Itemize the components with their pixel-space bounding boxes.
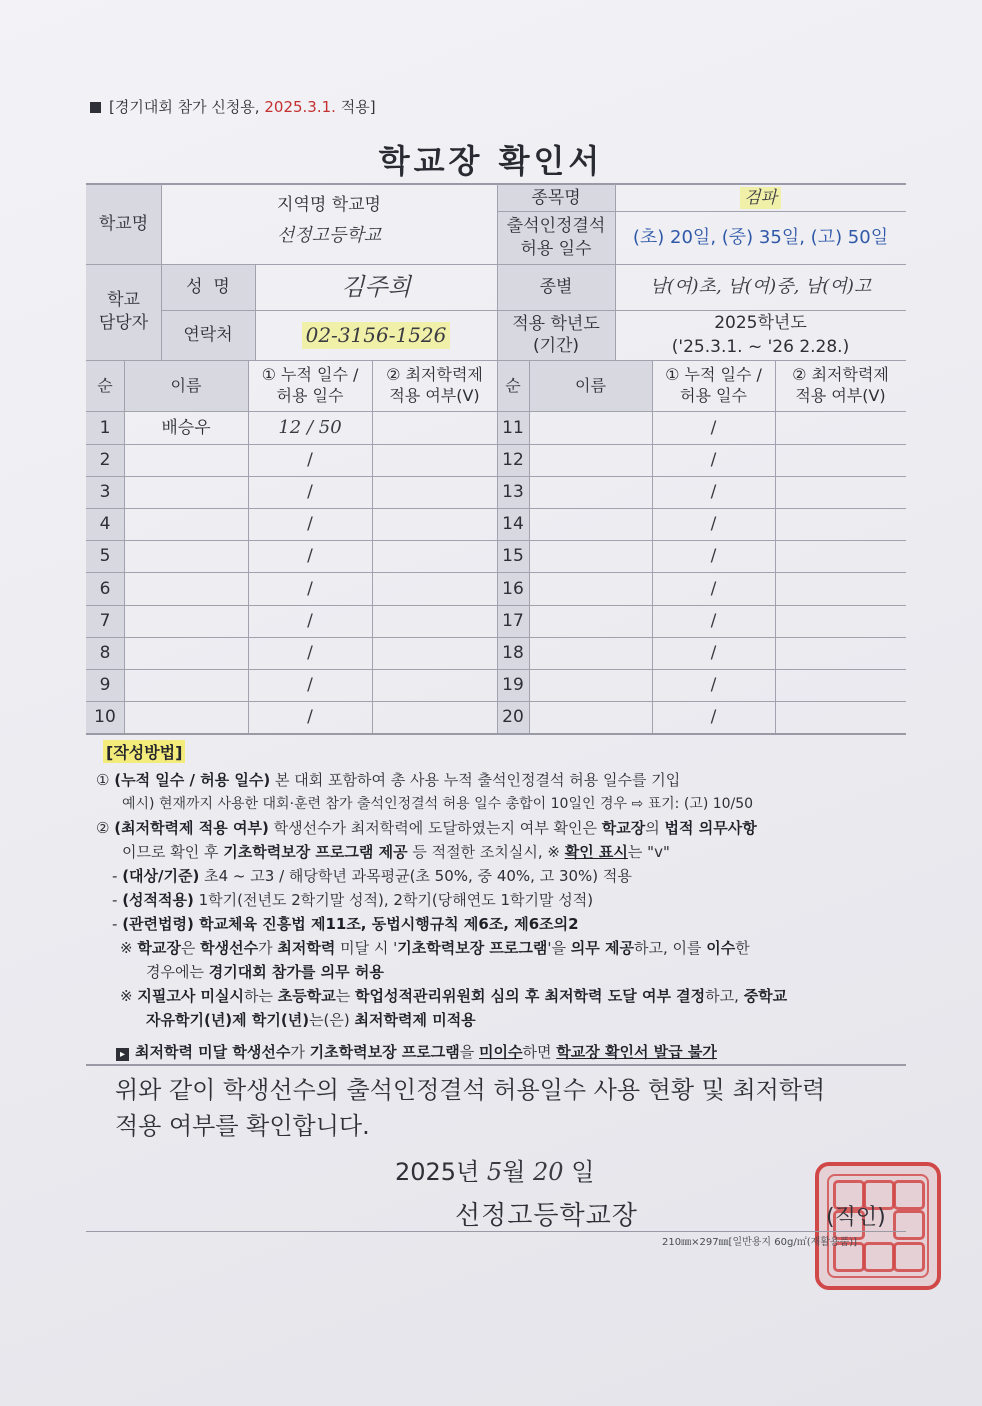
table-row-no: 2 <box>99 450 111 471</box>
method-line-3: ② (최저학력제 적용 여부) 학생선수가 최저학력에 도달하였는지 여부 확인은 학교장의 법적 의무사항 <box>96 819 757 837</box>
header-days-left: ① 누적 일수 / 허용 일수 <box>261 365 359 405</box>
notice-line: [경기대회 참가 신청용, 2025.3.1. 적용] <box>90 96 376 117</box>
table-row-days: / <box>710 450 717 471</box>
table-row-days: / <box>710 482 717 503</box>
table-row-no: 8 <box>99 643 111 664</box>
table-row-days: / <box>710 578 717 599</box>
header-name-right: 이름 <box>575 376 606 396</box>
table-row-no: 20 <box>502 707 524 728</box>
method-line-9: 경우에는 경기대회 참가를 의무 허용 <box>146 963 384 981</box>
table-row-no: 17 <box>502 611 524 632</box>
contact-label: 연락처 <box>183 324 233 345</box>
table-row-days: / <box>307 643 313 664</box>
table-row-no: 18 <box>502 643 524 664</box>
header-minimum-right: ② 최저학력제 적용 여부(V) <box>792 365 889 405</box>
table-row-no: 7 <box>99 611 111 632</box>
sport-value: 검파 <box>615 185 906 211</box>
header-minimum-left: ② 최저학력제 적용 여부(V) <box>386 365 483 405</box>
method-line-8: ※ 학교장은 학생선수가 최저학력 미달 시 '기초학력보장 프로그램'을 의무 제공하고, 이를 이수한 <box>120 939 750 957</box>
allowed-days-value: (초) 20일, (중) 35일, (고) 50일 <box>632 226 889 248</box>
table-row-no: 10 <box>94 707 116 728</box>
principal-title: 선정고등학교장 <box>455 1201 638 1231</box>
method-line-1: ① (누적 일수 / 허용 일수) 본 대회 포함하여 총 사용 누적 출석인정결석 허용 일수를 기입 <box>96 771 681 789</box>
table-row-no: 14 <box>502 514 524 535</box>
table-row-no: 12 <box>502 450 524 471</box>
notice-date: 2025.3.1. <box>264 98 336 116</box>
table-row-days: / <box>307 450 313 471</box>
table-row-no: 15 <box>502 546 524 567</box>
document-title: 학교장 확인서 <box>378 142 604 180</box>
method-line-10: ※ 지필고사 미실시하는 초등학교는 학업성적관리위원회 심의 후 최저학력 도달 여부 결정하고, 중학교 <box>120 987 788 1005</box>
manager-name-value: 김주희 <box>341 272 411 301</box>
school-label: 학교명 <box>98 213 149 234</box>
confirmation-text: 위와 같이 학생선수의 출석인정결석 허용일수 사용 현황 및 최저학력 적용 여부를 확인합니다. <box>115 1076 826 1140</box>
arrow-box-icon: ▸ <box>116 1048 129 1061</box>
method-line-12: ▸ 최저학력 미달 학생선수가 기초학력보장 프로그램을 미이수하면 학교장 확인서 발급 불가 <box>116 1041 717 1063</box>
square-bullet-icon <box>90 102 101 113</box>
year-value: 2025학년도 <box>714 312 807 333</box>
table-row-no: 11 <box>502 417 524 438</box>
table-row-days: / <box>307 514 313 535</box>
year-period: ('25.3.1. ~ '26 2.28.) <box>671 336 850 357</box>
table-row-days: / <box>710 417 717 438</box>
method-line-2: 예시) 현재까지 사용한 대회·훈련 참가 출석인정결석 허용 일수 총합이 10일인 경우 ⇨ 표기: (고) 10/50 <box>122 796 754 812</box>
table-row-no: 4 <box>99 514 111 535</box>
header-name-left: 이름 <box>170 376 202 396</box>
method-line-6: - (성적적용) 1학기(전년도 2학기말 성적), 2학기(당해연도 1학기말 성적) <box>112 891 594 909</box>
manager-label: 학교 담당자 <box>98 290 149 333</box>
table-row-days: / <box>710 546 717 567</box>
header-no-left: 순 <box>97 376 113 396</box>
method-line-4: 이므로 확인 후 기초학력보장 프로그램 제공 등 적절한 조치실시, ※ 확인 표시는 "v" <box>122 843 670 861</box>
table-row-no: 19 <box>502 675 524 696</box>
table-row-days: / <box>307 482 313 503</box>
header-days-right: ① 누적 일수 / 허용 일수 <box>665 365 762 405</box>
issue-date: 2025년 5월 20 일 <box>395 1158 595 1186</box>
table-row-days: / <box>710 675 717 696</box>
method-line-7: - (관련법령) 학교체육 진흥법 제11조, 동법시행규칙 제6조, 제6조의2 <box>112 915 579 933</box>
name-label: 성 명 <box>186 276 230 297</box>
table-row-name: 배승우 <box>161 417 211 438</box>
table-row-days: / <box>710 514 717 535</box>
method-title: [작성방법] <box>103 740 185 763</box>
table-row-days: / <box>307 546 313 567</box>
school-region-line: 지역명 학교명 <box>277 194 381 215</box>
table-row-no: 16 <box>502 578 524 599</box>
table-row-no: 1 <box>99 417 111 438</box>
table-row-no: 9 <box>99 675 111 696</box>
table-row-days: 12 / 50 <box>278 416 342 438</box>
table-row-no: 3 <box>99 482 111 503</box>
table-row-days: / <box>307 707 313 728</box>
table-row-days: / <box>307 675 313 696</box>
seal-label: (직인) <box>826 1205 886 1230</box>
school-name-value: 선정고등학교 <box>276 224 382 246</box>
table-row-days: / <box>307 578 313 599</box>
allowed-days-label: 출석인정결석 허용 일수 <box>506 216 606 259</box>
table-row-days: / <box>307 611 313 632</box>
table-row-no: 13 <box>502 482 524 503</box>
table-row-days: / <box>710 643 717 664</box>
table-row-days: / <box>710 707 717 728</box>
method-line-5: - (대상/기준) 초4 ~ 고3 / 해당학년 과목평균(초 50%, 중 40%, 고 30%) 적용 <box>112 867 632 885</box>
category-value: 남(여)초, 남(여)중, 남(여)고 <box>649 275 872 297</box>
paper-spec: 210㎜×297㎜[일반용지 60g/㎡(재활용품)] <box>662 1237 858 1248</box>
table-row-no: 5 <box>99 546 111 567</box>
header-no-right: 순 <box>505 376 521 396</box>
category-label: 종별 <box>539 276 573 297</box>
table-row-days: / <box>710 611 717 632</box>
table-row-no: 6 <box>99 578 111 599</box>
sport-label: 종목명 <box>531 187 581 208</box>
year-label: 적용 학년도 (기간) <box>512 313 600 356</box>
contact-value: 02-3156-1526 <box>255 310 497 360</box>
method-line-11: 자유학기(년)제 학기(년)는(은) 최저학력제 미적용 <box>146 1011 476 1029</box>
